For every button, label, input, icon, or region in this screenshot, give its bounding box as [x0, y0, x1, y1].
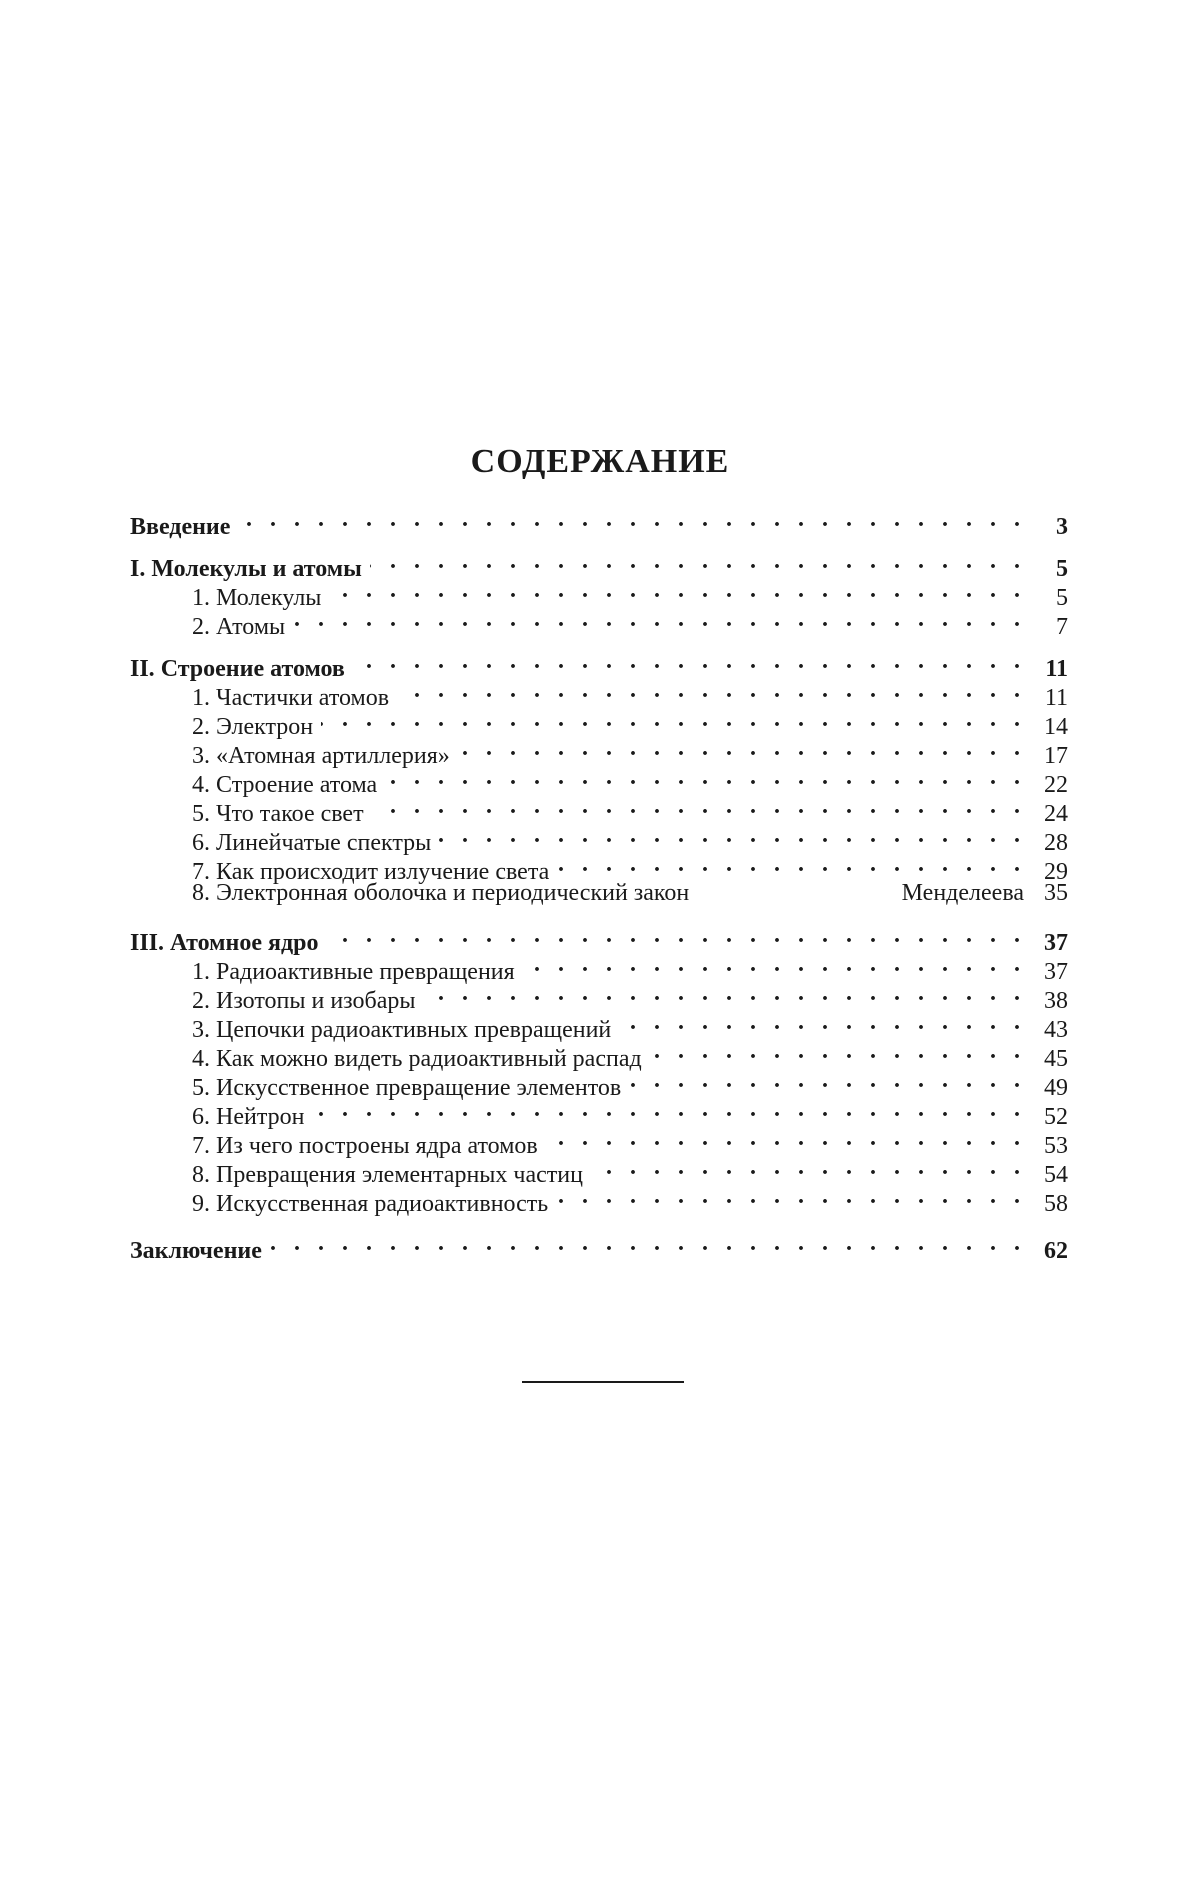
- toc-entry-number: 8.: [192, 880, 210, 906]
- toc-entry-label: Превращения элементарных частиц: [216, 1162, 583, 1188]
- toc-page-number: 5: [1056, 585, 1068, 611]
- toc-entry-label: Строение атома: [216, 772, 378, 798]
- toc-part-1[interactable]: [130, 547, 1068, 582]
- toc-page-number: 3: [1056, 514, 1068, 540]
- toc-part-title: Строение атомов: [160, 656, 345, 682]
- toc-part-2[interactable]: [130, 647, 1068, 682]
- dot-leader: [556, 1182, 1026, 1211]
- toc-page-number: 24: [1044, 801, 1068, 827]
- toc-entry-number: 2.: [192, 614, 210, 640]
- toc-entry-number: 7.: [192, 1133, 210, 1159]
- dot-leader: [458, 734, 1026, 763]
- toc-part-label: [130, 655, 345, 684]
- toc-entry-number: 1.: [192, 959, 210, 985]
- dot-leader: [270, 1229, 1026, 1258]
- toc-entry-intro[interactable]: [130, 505, 1068, 540]
- toc-page-number: 17: [1044, 743, 1068, 769]
- toc-part-title: Молекулы и атомы: [151, 556, 362, 582]
- toc-entry-label: Искусственное превращение элементов: [216, 1075, 622, 1101]
- toc-page-number: 11: [1045, 656, 1068, 682]
- toc-page-number: 37: [1044, 959, 1068, 985]
- toc-entry-label: «Атомная артиллерия»: [216, 743, 450, 769]
- dot-leader: [397, 676, 1026, 705]
- dot-leader: [312, 1095, 1026, 1124]
- toc-entry-number: 9.: [192, 1191, 210, 1217]
- toc-page-number: 29: [1044, 859, 1068, 885]
- toc-entry-label: Цепочки радиоактивных превращений: [216, 1017, 612, 1043]
- dot-leader: [619, 1008, 1026, 1037]
- toc-page-number: 14: [1044, 714, 1068, 740]
- toc-entry-label: Как можно видеть радиоактивный распад: [216, 1046, 642, 1072]
- dot-leader: [546, 1124, 1026, 1153]
- dot-leader: [385, 763, 1026, 792]
- toc-entry-label: Молекулы: [216, 585, 322, 611]
- toc-page-number: 37: [1044, 930, 1068, 956]
- toc-entry-label: Линейчатые спектры: [216, 830, 432, 856]
- toc-entry-number: 3.: [192, 1017, 210, 1043]
- toc-entry-number: 1.: [192, 685, 210, 711]
- end-rule-divider: [522, 1381, 684, 1383]
- toc-page-number: 43: [1044, 1017, 1068, 1043]
- toc-entry-label: Из чего построены ядра атомов: [216, 1133, 538, 1159]
- toc-entry-number: 4.: [192, 1046, 210, 1072]
- toc-entry-number: 6.: [192, 830, 210, 856]
- dot-leader: [557, 850, 1026, 879]
- toc-part-label: [130, 555, 362, 584]
- toc-part-title: Атомное ядро: [170, 930, 319, 956]
- dot-leader: [321, 705, 1026, 734]
- toc-entry-label: Искусственная радиоактивность: [216, 1191, 549, 1217]
- toc-page-number: 22: [1044, 772, 1068, 798]
- toc-part-number: II.: [130, 656, 155, 682]
- dot-leader: [591, 1153, 1026, 1182]
- dot-leader: [629, 1066, 1026, 1095]
- toc-part-number: I.: [130, 556, 146, 582]
- toc-page-number: 5: [1056, 556, 1068, 582]
- toc-part-number: III.: [130, 930, 165, 956]
- toc-entry-number: 8.: [192, 1162, 210, 1188]
- dot-leader: [372, 792, 1026, 821]
- toc-entry-label: Как происходит излучение света: [216, 859, 550, 885]
- toc-page-number: 45: [1044, 1046, 1068, 1072]
- table-of-contents: [130, 505, 1068, 1264]
- toc-entry-label: Атомы: [216, 614, 286, 640]
- toc-page-number: 58: [1044, 1191, 1068, 1217]
- dot-leader: [523, 950, 1026, 979]
- page-title: СОДЕРЖАНИЕ: [470, 443, 730, 480]
- toc-page-number: 52: [1044, 1104, 1068, 1130]
- toc-page-number: 35: [1044, 880, 1068, 906]
- toc-entry-label-end: Менделеева: [901, 880, 1024, 906]
- toc-entry-number: 3.: [192, 743, 210, 769]
- toc-page-number: 28: [1044, 830, 1068, 856]
- dot-leader: [238, 505, 1026, 534]
- dot-leader: [293, 605, 1026, 634]
- toc-entry-label: Частички атомов: [216, 685, 390, 711]
- toc-entry-label: Электронная оболочка и периодический закон: [216, 880, 690, 906]
- dot-leader: [329, 576, 1026, 605]
- dot-leader: [326, 921, 1026, 950]
- dot-leader: [424, 979, 1026, 1008]
- toc-entry-number: 6.: [192, 1104, 210, 1130]
- toc-entry-number: 1.: [192, 585, 210, 611]
- toc-entry-number: 4.: [192, 772, 210, 798]
- toc-entry-label: Заключение: [130, 1238, 262, 1264]
- toc-entry-number: 2.: [192, 988, 210, 1014]
- toc-entry-label: Введение: [130, 514, 231, 540]
- toc-page-number: 62: [1044, 1238, 1068, 1264]
- toc-part-label: [130, 929, 318, 958]
- toc-page-number: 53: [1044, 1133, 1068, 1159]
- toc-entry-label: Нейтрон: [216, 1104, 305, 1130]
- toc-entry-label: Радиоактивные превращения: [216, 959, 515, 985]
- toc-entry[interactable]: [130, 879, 1068, 908]
- toc-entry-label: Электрон: [216, 714, 314, 740]
- toc-entry-number: 2.: [192, 714, 210, 740]
- toc-entry-conclusion[interactable]: [130, 1229, 1068, 1264]
- dot-leader: [439, 821, 1026, 850]
- toc-page-number: 38: [1044, 988, 1068, 1014]
- dot-leader: [353, 647, 1026, 676]
- toc-part-3[interactable]: [130, 921, 1068, 956]
- toc-page-number: 11: [1044, 685, 1068, 711]
- dot-leader: [650, 1037, 1026, 1066]
- toc-entry-label: Что такое свет: [216, 801, 364, 827]
- toc-entry-label: Изотопы и изобары: [216, 988, 416, 1014]
- toc-entry-number: 5.: [192, 801, 210, 827]
- dot-leader: [370, 547, 1026, 576]
- toc-page-number: 49: [1044, 1075, 1068, 1101]
- toc-page-number: 54: [1044, 1162, 1068, 1188]
- toc-page-number: 7: [1056, 614, 1068, 640]
- toc-entry-number: 7.: [192, 859, 210, 885]
- toc-entry-number: 5.: [192, 1075, 210, 1101]
